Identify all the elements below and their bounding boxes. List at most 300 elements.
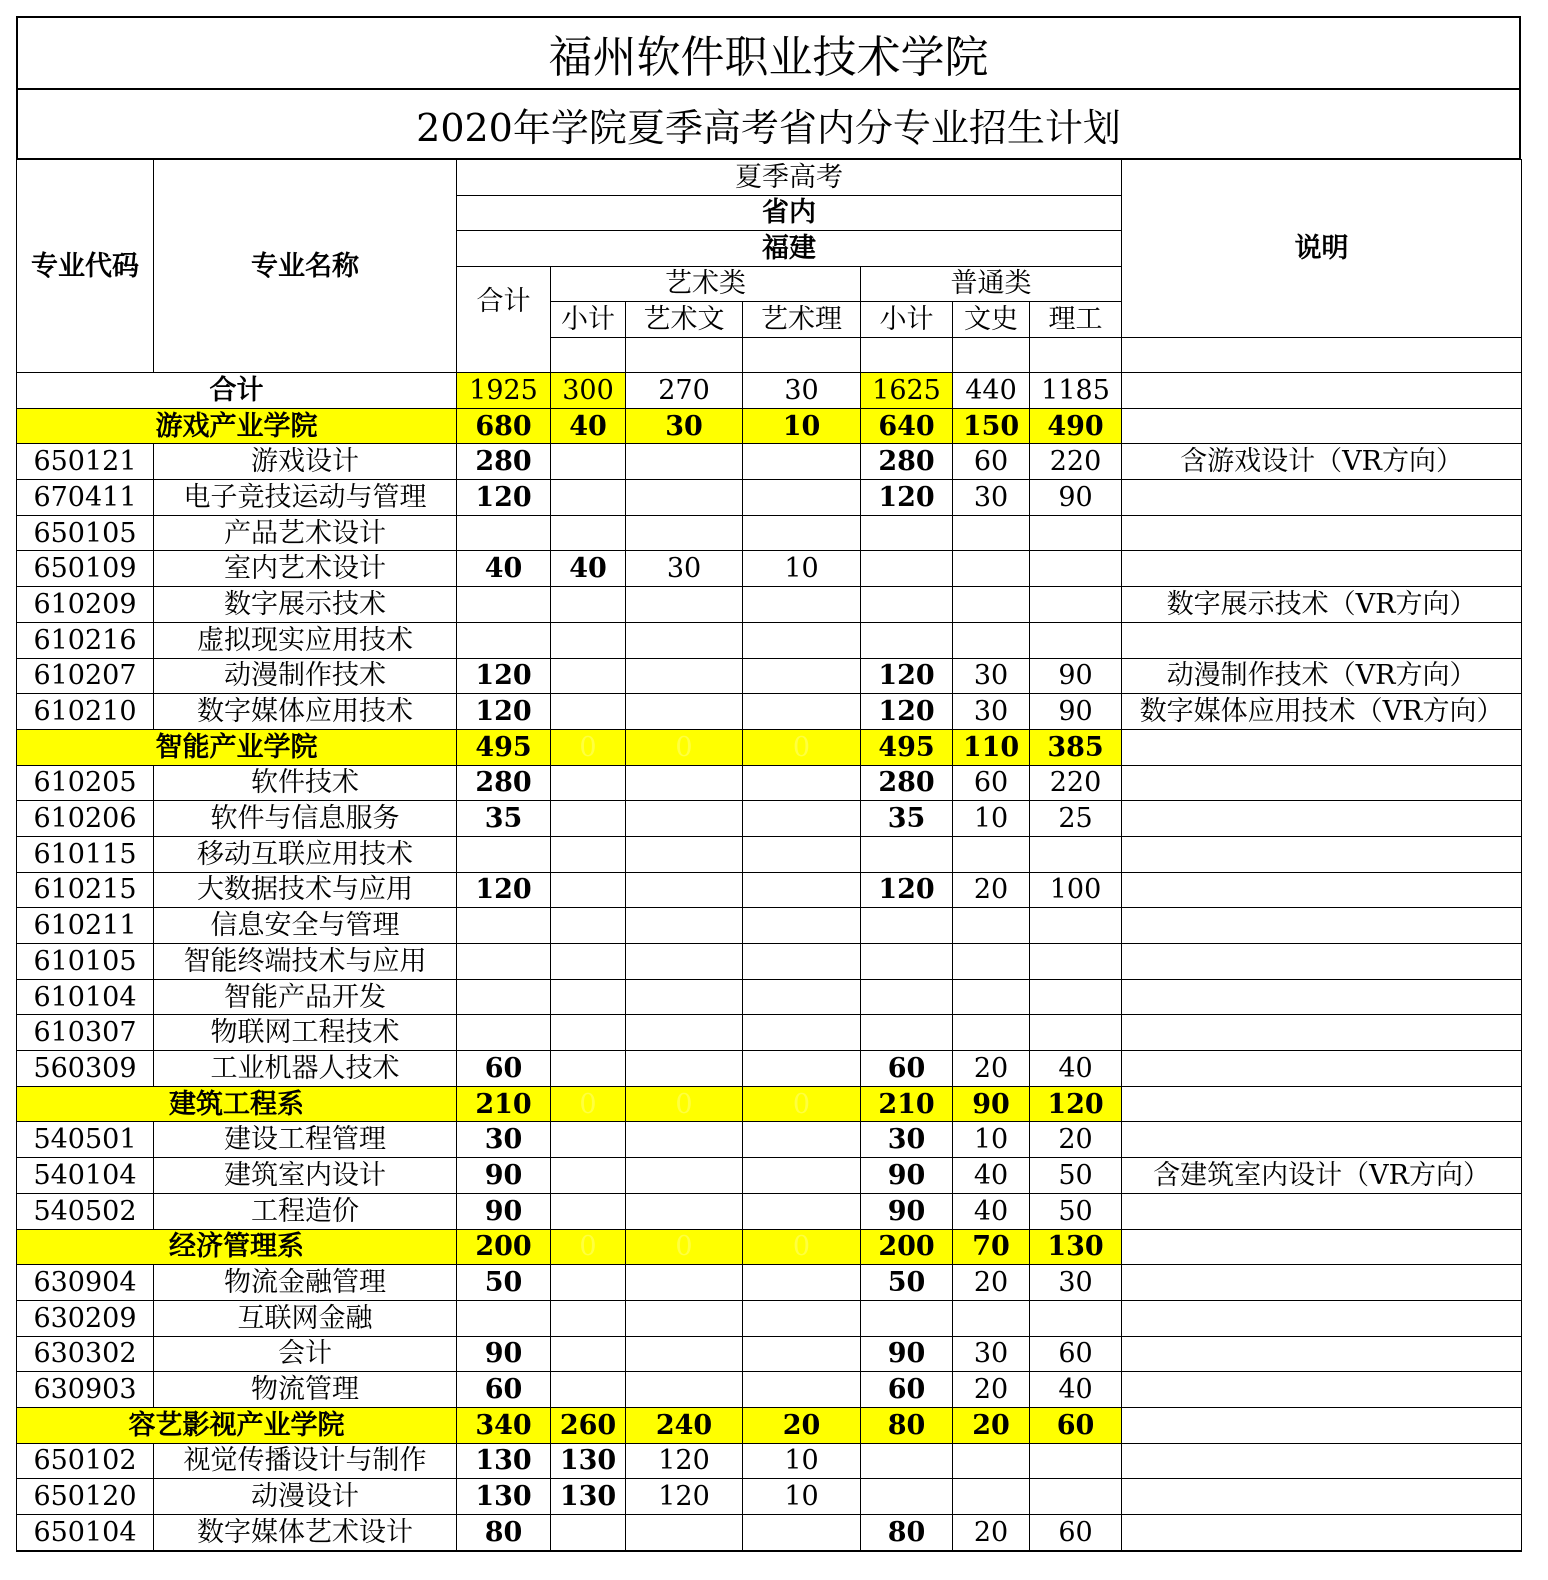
cell-lib [953, 587, 1030, 623]
note-cell [1122, 1336, 1522, 1372]
major-name: 视觉传播设计与制作 [154, 1443, 457, 1479]
cell-art-sci: 0 [743, 1229, 861, 1265]
cell-art-sub [551, 1015, 626, 1051]
cell-art-sub: 0 [551, 1086, 626, 1122]
cell-art-sub: 0 [551, 729, 626, 765]
cell-sci [1030, 622, 1122, 658]
major-code: 630903 [17, 1372, 154, 1408]
cell-art-lib [626, 658, 743, 694]
note-cell [1122, 1051, 1522, 1087]
header-province: 省内 [457, 195, 1122, 231]
cell-gen-sub: 280 [861, 444, 953, 480]
cell-art-lib [626, 587, 743, 623]
major-name: 数字媒体艺术设计 [154, 1515, 457, 1551]
cell-gen-sub [861, 944, 953, 980]
note-cell [1122, 908, 1522, 944]
major-code: 670411 [17, 480, 154, 516]
cell-total: 90 [457, 1336, 551, 1372]
table-row [17, 1015, 1522, 1051]
table-row [17, 944, 1522, 980]
department-name: 游戏产业学院 [17, 408, 457, 444]
cell-art-sci: 10 [743, 551, 861, 587]
cell-art-sub [551, 979, 626, 1015]
cell-art-sci [743, 480, 861, 516]
cell-total: 30 [457, 1122, 551, 1158]
cell-sci: 130 [1030, 1229, 1122, 1265]
cell-gen-sub [861, 551, 953, 587]
cell-sci [1030, 551, 1122, 587]
cell-art-lib [626, 515, 743, 551]
cell-art-sub [551, 1158, 626, 1194]
major-code: 610115 [17, 836, 154, 872]
cell-art-sci: 0 [743, 729, 861, 765]
cell-art-sub: 40 [551, 551, 626, 587]
header-art: 艺术类 [551, 266, 861, 302]
major-name: 软件技术 [154, 765, 457, 801]
cell-lib: 20 [953, 1051, 1030, 1087]
cell-art-lib: 0 [626, 729, 743, 765]
grand-total-label: 合计 [17, 373, 457, 409]
cell-art-lib [626, 944, 743, 980]
cell-art-lib [626, 694, 743, 730]
cell-lib: 60 [953, 765, 1030, 801]
table-row [17, 872, 1522, 908]
cell-sci: 60 [1030, 1336, 1122, 1372]
major-code: 560309 [17, 1051, 154, 1087]
cell-sci: 220 [1030, 765, 1122, 801]
cell-art-sci [743, 1122, 861, 1158]
cell-total [457, 622, 551, 658]
cell-total: 130 [457, 1479, 551, 1515]
major-code: 630209 [17, 1300, 154, 1336]
cell-art-lib [626, 1515, 743, 1551]
cell-gen-sub: 35 [861, 801, 953, 837]
cell-art-lib: 30 [626, 408, 743, 444]
cell-lib [953, 1300, 1030, 1336]
cell-total: 90 [457, 1193, 551, 1229]
cell-art-lib: 0 [626, 1086, 743, 1122]
table-row [17, 908, 1522, 944]
cell-lib: 150 [953, 408, 1030, 444]
grand-total-total: 1925 [457, 373, 551, 409]
cell-gen-sub: 80 [861, 1515, 953, 1551]
cell-art-sub: 130 [551, 1443, 626, 1479]
cell-art-sub [551, 908, 626, 944]
table-row [17, 622, 1522, 658]
cell-lib: 10 [953, 801, 1030, 837]
header-gen-subtotal: 小计 [861, 302, 953, 338]
cell-art-sci [743, 622, 861, 658]
header-blank [861, 337, 953, 373]
cell-art-lib [626, 1193, 743, 1229]
department-row [17, 1229, 1522, 1265]
cell-total: 340 [457, 1407, 551, 1443]
cell-art-sub [551, 1372, 626, 1408]
major-name: 信息安全与管理 [154, 908, 457, 944]
table-row [17, 515, 1522, 551]
major-name: 会计 [154, 1336, 457, 1372]
cell-art-lib [626, 1122, 743, 1158]
header-liberal: 文史 [953, 302, 1030, 338]
cell-sci: 90 [1030, 480, 1122, 516]
note-cell [1122, 622, 1522, 658]
cell-sci: 60 [1030, 1407, 1122, 1443]
department-name: 经济管理系 [17, 1229, 457, 1265]
cell-gen-sub: 640 [861, 408, 953, 444]
grand-total-gen-subtotal: 1625 [861, 373, 953, 409]
cell-sci [1030, 979, 1122, 1015]
major-name: 产品艺术设计 [154, 515, 457, 551]
cell-art-lib [626, 622, 743, 658]
cell-gen-sub: 60 [861, 1372, 953, 1408]
cell-art-lib: 240 [626, 1407, 743, 1443]
plan-subtitle: 2020年学院夏季高考省内分专业招生计划 [16, 88, 1521, 160]
cell-sci: 385 [1030, 729, 1122, 765]
cell-gen-sub [861, 587, 953, 623]
cell-gen-sub [861, 1479, 953, 1515]
note-cell [1122, 1515, 1522, 1551]
department-name: 智能产业学院 [17, 729, 457, 765]
major-code: 610206 [17, 801, 154, 837]
cell-total [457, 944, 551, 980]
cell-art-sci: 20 [743, 1407, 861, 1443]
enrollment-plan-sheet [16, 16, 1521, 1561]
cell-gen-sub: 120 [861, 480, 953, 516]
cell-art-sub [551, 836, 626, 872]
enrollment-table [16, 159, 1522, 1552]
cell-sci: 120 [1030, 1086, 1122, 1122]
cell-art-lib [626, 836, 743, 872]
note-cell [1122, 551, 1522, 587]
cell-total [457, 836, 551, 872]
cell-lib [953, 622, 1030, 658]
major-code: 630904 [17, 1265, 154, 1301]
cell-sci: 40 [1030, 1051, 1122, 1087]
major-name: 建筑室内设计 [154, 1158, 457, 1194]
cell-gen-sub [861, 1015, 953, 1051]
major-code: 650105 [17, 515, 154, 551]
cell-total: 120 [457, 480, 551, 516]
cell-lib [953, 908, 1030, 944]
header-art-liberal: 艺术文 [626, 302, 743, 338]
cell-art-sci [743, 587, 861, 623]
table-row [17, 694, 1522, 730]
cell-art-sci: 0 [743, 1086, 861, 1122]
major-name: 智能产品开发 [154, 979, 457, 1015]
cell-art-sub [551, 1122, 626, 1158]
cell-total: 210 [457, 1086, 551, 1122]
cell-lib [953, 1479, 1030, 1515]
cell-art-sci [743, 979, 861, 1015]
header-blank [1122, 337, 1522, 373]
cell-total: 200 [457, 1229, 551, 1265]
note-cell [1122, 1229, 1522, 1265]
note-cell: 含建筑室内设计（VR方向） [1122, 1158, 1522, 1194]
table-row [17, 1122, 1522, 1158]
cell-art-sub [551, 872, 626, 908]
cell-total: 60 [457, 1372, 551, 1408]
cell-art-lib [626, 1300, 743, 1336]
cell-art-lib [626, 444, 743, 480]
major-name: 工业机器人技术 [154, 1051, 457, 1087]
cell-total: 280 [457, 444, 551, 480]
note-cell [1122, 801, 1522, 837]
major-name: 数字媒体应用技术 [154, 694, 457, 730]
cell-lib [953, 551, 1030, 587]
cell-sci: 30 [1030, 1265, 1122, 1301]
table-row [17, 1515, 1522, 1551]
cell-art-sci [743, 836, 861, 872]
cell-total: 280 [457, 765, 551, 801]
cell-lib: 20 [953, 872, 1030, 908]
department-row [17, 729, 1522, 765]
cell-sci [1030, 515, 1122, 551]
cell-sci: 60 [1030, 1515, 1122, 1551]
cell-gen-sub [861, 836, 953, 872]
table-row [17, 1479, 1522, 1515]
note-cell: 数字媒体应用技术（VR方向） [1122, 694, 1522, 730]
major-name: 建设工程管理 [154, 1122, 457, 1158]
cell-art-lib [626, 1015, 743, 1051]
cell-art-sci [743, 1515, 861, 1551]
cell-gen-sub: 495 [861, 729, 953, 765]
major-code: 650109 [17, 551, 154, 587]
cell-art-sci [743, 444, 861, 480]
grand-total-art-subtotal: 300 [551, 373, 626, 409]
cell-sci: 100 [1030, 872, 1122, 908]
cell-gen-sub [861, 1443, 953, 1479]
cell-art-sub [551, 587, 626, 623]
table-row [17, 979, 1522, 1015]
cell-total: 35 [457, 801, 551, 837]
table-row [17, 765, 1522, 801]
note-cell [1122, 872, 1522, 908]
cell-lib: 110 [953, 729, 1030, 765]
cell-gen-sub [861, 908, 953, 944]
cell-lib [953, 836, 1030, 872]
cell-gen-sub: 280 [861, 765, 953, 801]
cell-art-sub [551, 944, 626, 980]
cell-art-sub [551, 1051, 626, 1087]
cell-sci: 40 [1030, 1372, 1122, 1408]
cell-art-sci [743, 1193, 861, 1229]
major-code: 610211 [17, 908, 154, 944]
cell-lib: 40 [953, 1158, 1030, 1194]
cell-total: 80 [457, 1515, 551, 1551]
note-cell [1122, 944, 1522, 980]
cell-sci: 490 [1030, 408, 1122, 444]
note-cell [1122, 1479, 1522, 1515]
cell-gen-sub: 80 [861, 1407, 953, 1443]
header-art-subtotal: 小计 [551, 302, 626, 338]
note-cell [1122, 1300, 1522, 1336]
table-row [17, 1265, 1522, 1301]
cell-total [457, 1015, 551, 1051]
header-region: 福建 [457, 231, 1122, 267]
cell-gen-sub: 90 [861, 1193, 953, 1229]
table-row [17, 444, 1522, 480]
grand-total-science: 1185 [1030, 373, 1122, 409]
cell-gen-sub [861, 979, 953, 1015]
cell-gen-sub: 120 [861, 658, 953, 694]
major-code: 650104 [17, 1515, 154, 1551]
cell-gen-sub: 200 [861, 1229, 953, 1265]
cell-art-sci [743, 1015, 861, 1051]
major-name: 数字展示技术 [154, 587, 457, 623]
major-name: 智能终端技术与应用 [154, 944, 457, 980]
cell-art-sub [551, 515, 626, 551]
table-row [17, 1372, 1522, 1408]
cell-total: 495 [457, 729, 551, 765]
major-code: 540104 [17, 1158, 154, 1194]
note-cell [1122, 1265, 1522, 1301]
cell-art-sci [743, 658, 861, 694]
major-name: 游戏设计 [154, 444, 457, 480]
header-name: 专业名称 [154, 160, 457, 373]
note-cell: 含游戏设计（VR方向） [1122, 444, 1522, 480]
cell-lib: 20 [953, 1265, 1030, 1301]
table-row [17, 836, 1522, 872]
cell-gen-sub: 90 [861, 1158, 953, 1194]
major-name: 虚拟现实应用技术 [154, 622, 457, 658]
major-name: 移动互联应用技术 [154, 836, 457, 872]
cell-total: 130 [457, 1443, 551, 1479]
cell-art-sub [551, 1300, 626, 1336]
cell-art-sci [743, 694, 861, 730]
cell-art-lib [626, 1265, 743, 1301]
header-code: 专业代码 [17, 160, 154, 373]
cell-total: 60 [457, 1051, 551, 1087]
cell-gen-sub: 60 [861, 1051, 953, 1087]
cell-lib: 20 [953, 1372, 1030, 1408]
major-code: 610216 [17, 622, 154, 658]
header-summer: 夏季高考 [457, 160, 1122, 196]
cell-gen-sub: 210 [861, 1086, 953, 1122]
cell-art-lib: 120 [626, 1443, 743, 1479]
note-cell [1122, 1122, 1522, 1158]
cell-art-lib: 30 [626, 551, 743, 587]
cell-art-lib [626, 1372, 743, 1408]
major-code: 630302 [17, 1336, 154, 1372]
department-row [17, 1407, 1522, 1443]
cell-sci [1030, 908, 1122, 944]
major-code: 610215 [17, 872, 154, 908]
table-row [17, 551, 1522, 587]
header-blank [953, 337, 1030, 373]
cell-sci [1030, 587, 1122, 623]
cell-art-sub: 130 [551, 1479, 626, 1515]
table-row [17, 1158, 1522, 1194]
cell-art-sub [551, 444, 626, 480]
cell-art-sci [743, 872, 861, 908]
table-row [17, 1300, 1522, 1336]
cell-art-sub [551, 1336, 626, 1372]
cell-lib [953, 515, 1030, 551]
cell-art-sci: 10 [743, 1443, 861, 1479]
major-code: 610210 [17, 694, 154, 730]
cell-gen-sub: 30 [861, 1122, 953, 1158]
note-cell: 动漫制作技术（VR方向） [1122, 658, 1522, 694]
cell-lib: 30 [953, 658, 1030, 694]
note-cell [1122, 1372, 1522, 1408]
cell-art-sub [551, 480, 626, 516]
cell-sci [1030, 1015, 1122, 1051]
note-cell [1122, 1193, 1522, 1229]
major-name: 物流管理 [154, 1372, 457, 1408]
cell-total [457, 908, 551, 944]
cell-art-sci [743, 1336, 861, 1372]
cell-art-sub [551, 801, 626, 837]
cell-art-lib [626, 908, 743, 944]
cell-total: 120 [457, 694, 551, 730]
cell-art-sci [743, 801, 861, 837]
cell-art-sub [551, 1193, 626, 1229]
cell-lib: 70 [953, 1229, 1030, 1265]
note-cell [1122, 836, 1522, 872]
header-blank [626, 337, 743, 373]
note-cell [1122, 515, 1522, 551]
cell-sci: 50 [1030, 1158, 1122, 1194]
cell-sci: 90 [1030, 658, 1122, 694]
cell-art-lib [626, 801, 743, 837]
cell-sci: 50 [1030, 1193, 1122, 1229]
cell-total: 680 [457, 408, 551, 444]
table-row [17, 1443, 1522, 1479]
major-code: 610207 [17, 658, 154, 694]
table-row [17, 1193, 1522, 1229]
cell-art-sub: 0 [551, 1229, 626, 1265]
header-blank [1030, 337, 1122, 373]
cell-art-sub [551, 765, 626, 801]
cell-art-sci [743, 1372, 861, 1408]
major-code: 610105 [17, 944, 154, 980]
cell-art-sci [743, 765, 861, 801]
cell-lib [953, 1443, 1030, 1479]
header-blank [551, 337, 626, 373]
grand-total-art-liberal: 270 [626, 373, 743, 409]
major-name: 动漫设计 [154, 1479, 457, 1515]
cell-sci [1030, 836, 1122, 872]
cell-art-lib [626, 480, 743, 516]
cell-total [457, 1300, 551, 1336]
cell-total: 50 [457, 1265, 551, 1301]
major-name: 物联网工程技术 [154, 1015, 457, 1051]
cell-sci [1030, 944, 1122, 980]
header-total: 合计 [457, 266, 551, 337]
cell-art-lib: 0 [626, 1229, 743, 1265]
cell-gen-sub: 120 [861, 872, 953, 908]
table-row [17, 1051, 1522, 1087]
header-science: 理工 [1030, 302, 1122, 338]
cell-art-sci: 10 [743, 408, 861, 444]
major-code: 540501 [17, 1122, 154, 1158]
cell-lib: 10 [953, 1122, 1030, 1158]
cell-gen-sub: 50 [861, 1265, 953, 1301]
cell-art-sci [743, 1265, 861, 1301]
cell-sci: 25 [1030, 801, 1122, 837]
cell-art-sci [743, 908, 861, 944]
cell-gen-sub: 120 [861, 694, 953, 730]
cell-sci: 20 [1030, 1122, 1122, 1158]
note-cell [1122, 408, 1522, 444]
cell-lib: 20 [953, 1407, 1030, 1443]
cell-art-sci [743, 944, 861, 980]
cell-art-sci [743, 1051, 861, 1087]
note-cell [1122, 1086, 1522, 1122]
cell-art-lib [626, 979, 743, 1015]
cell-total: 90 [457, 1158, 551, 1194]
cell-lib: 60 [953, 444, 1030, 480]
